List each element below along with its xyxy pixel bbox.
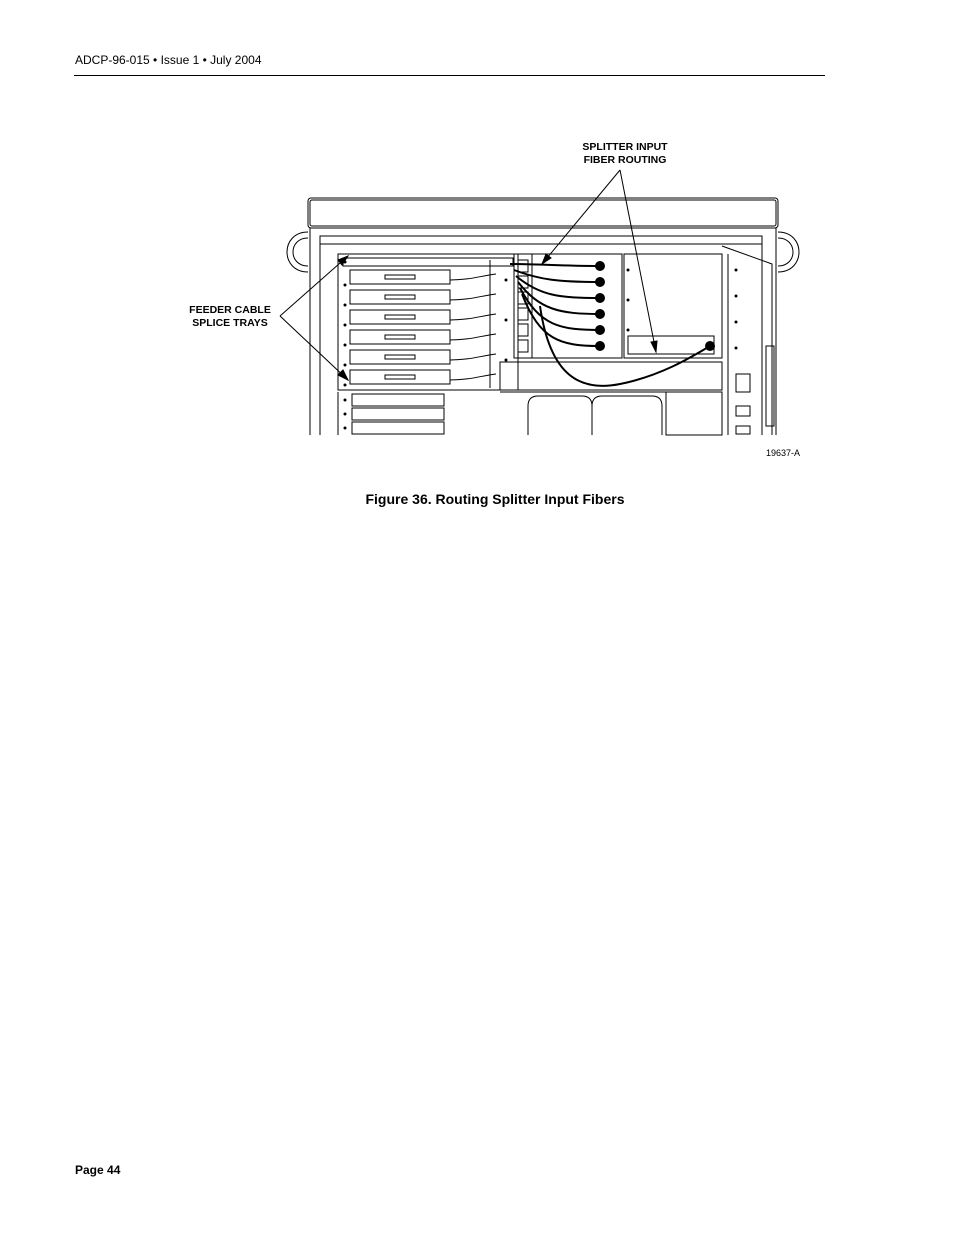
drawing-number: 19637-A	[766, 448, 801, 458]
callout-line: FIBER ROUTING	[583, 154, 667, 166]
splice-tray-stack	[350, 270, 450, 384]
document-header: ADCP-96-015 • Issue 1 • July 2004	[75, 53, 262, 67]
feeder-cable-splice-trays-callout	[180, 304, 280, 330]
figure-caption: Figure 36. Routing Splitter Input Fibers	[365, 491, 625, 507]
callout-line: SPLICE TRAYS	[192, 317, 268, 329]
callout-line: FEEDER CABLE	[189, 304, 271, 316]
header-rule	[74, 75, 825, 76]
page-number: Page 44	[75, 1163, 121, 1177]
cabinet-line-drawing	[180, 130, 820, 450]
callout-line: SPLITTER INPUT	[582, 141, 668, 153]
cabinet-figure	[180, 130, 820, 470]
splitter-input-fiber-routing-callout	[570, 141, 680, 167]
